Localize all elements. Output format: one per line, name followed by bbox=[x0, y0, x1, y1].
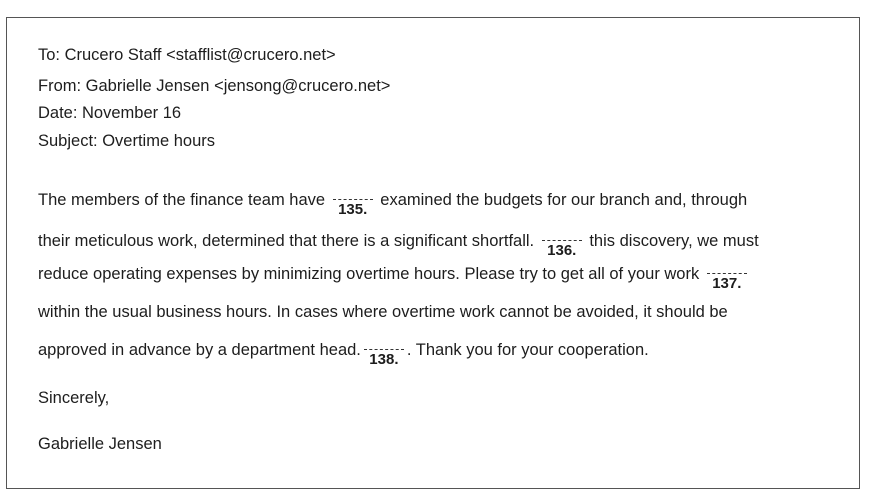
blank-dashes bbox=[542, 240, 582, 241]
body-line-5 bbox=[38, 340, 649, 368]
question-number: 135. bbox=[338, 201, 368, 218]
question-number: 136. bbox=[547, 242, 577, 259]
blank-135 bbox=[333, 190, 373, 218]
body-text: reduce operating expenses by minimizing overtime hours. Please try to get all of your work bbox=[38, 265, 700, 283]
closing-sincerely: Sincerely, bbox=[38, 389, 110, 407]
question-number: 138. bbox=[369, 351, 399, 368]
from-line: From: Gabrielle Jensen <jensong@crucero.net> bbox=[38, 77, 391, 95]
blank-dashes bbox=[707, 273, 747, 274]
body-line-2 bbox=[38, 231, 759, 259]
body-text: . Thank you for your cooperation. bbox=[406, 341, 649, 359]
body-text: this discovery, we must bbox=[589, 232, 759, 250]
signature-name: Gabrielle Jensen bbox=[38, 435, 162, 453]
body-text: their meticulous work, determined that there is a significant shortfall. bbox=[38, 232, 535, 250]
blank-dashes bbox=[364, 349, 404, 350]
blank-136 bbox=[542, 231, 582, 259]
body-line-4: within the usual business hours. In cases where overtime work cannot be avoided, it should be bbox=[38, 303, 728, 321]
body-line-1 bbox=[38, 190, 748, 218]
blank-137 bbox=[707, 264, 747, 292]
question-number: 137. bbox=[712, 275, 742, 292]
body-text: The members of the finance team have bbox=[38, 191, 326, 209]
subject-line: Subject: Overtime hours bbox=[38, 132, 215, 150]
date-line: Date: November 16 bbox=[38, 104, 182, 122]
blank-138 bbox=[364, 340, 404, 368]
body-line-3 bbox=[38, 264, 750, 292]
body-text: examined the budgets for our branch and, through bbox=[380, 191, 748, 209]
body-text: approved in advance by a department head. bbox=[38, 341, 361, 359]
to-line: To: Crucero Staff <stafflist@crucero.net> bbox=[38, 46, 336, 64]
blank-dashes bbox=[333, 199, 373, 200]
